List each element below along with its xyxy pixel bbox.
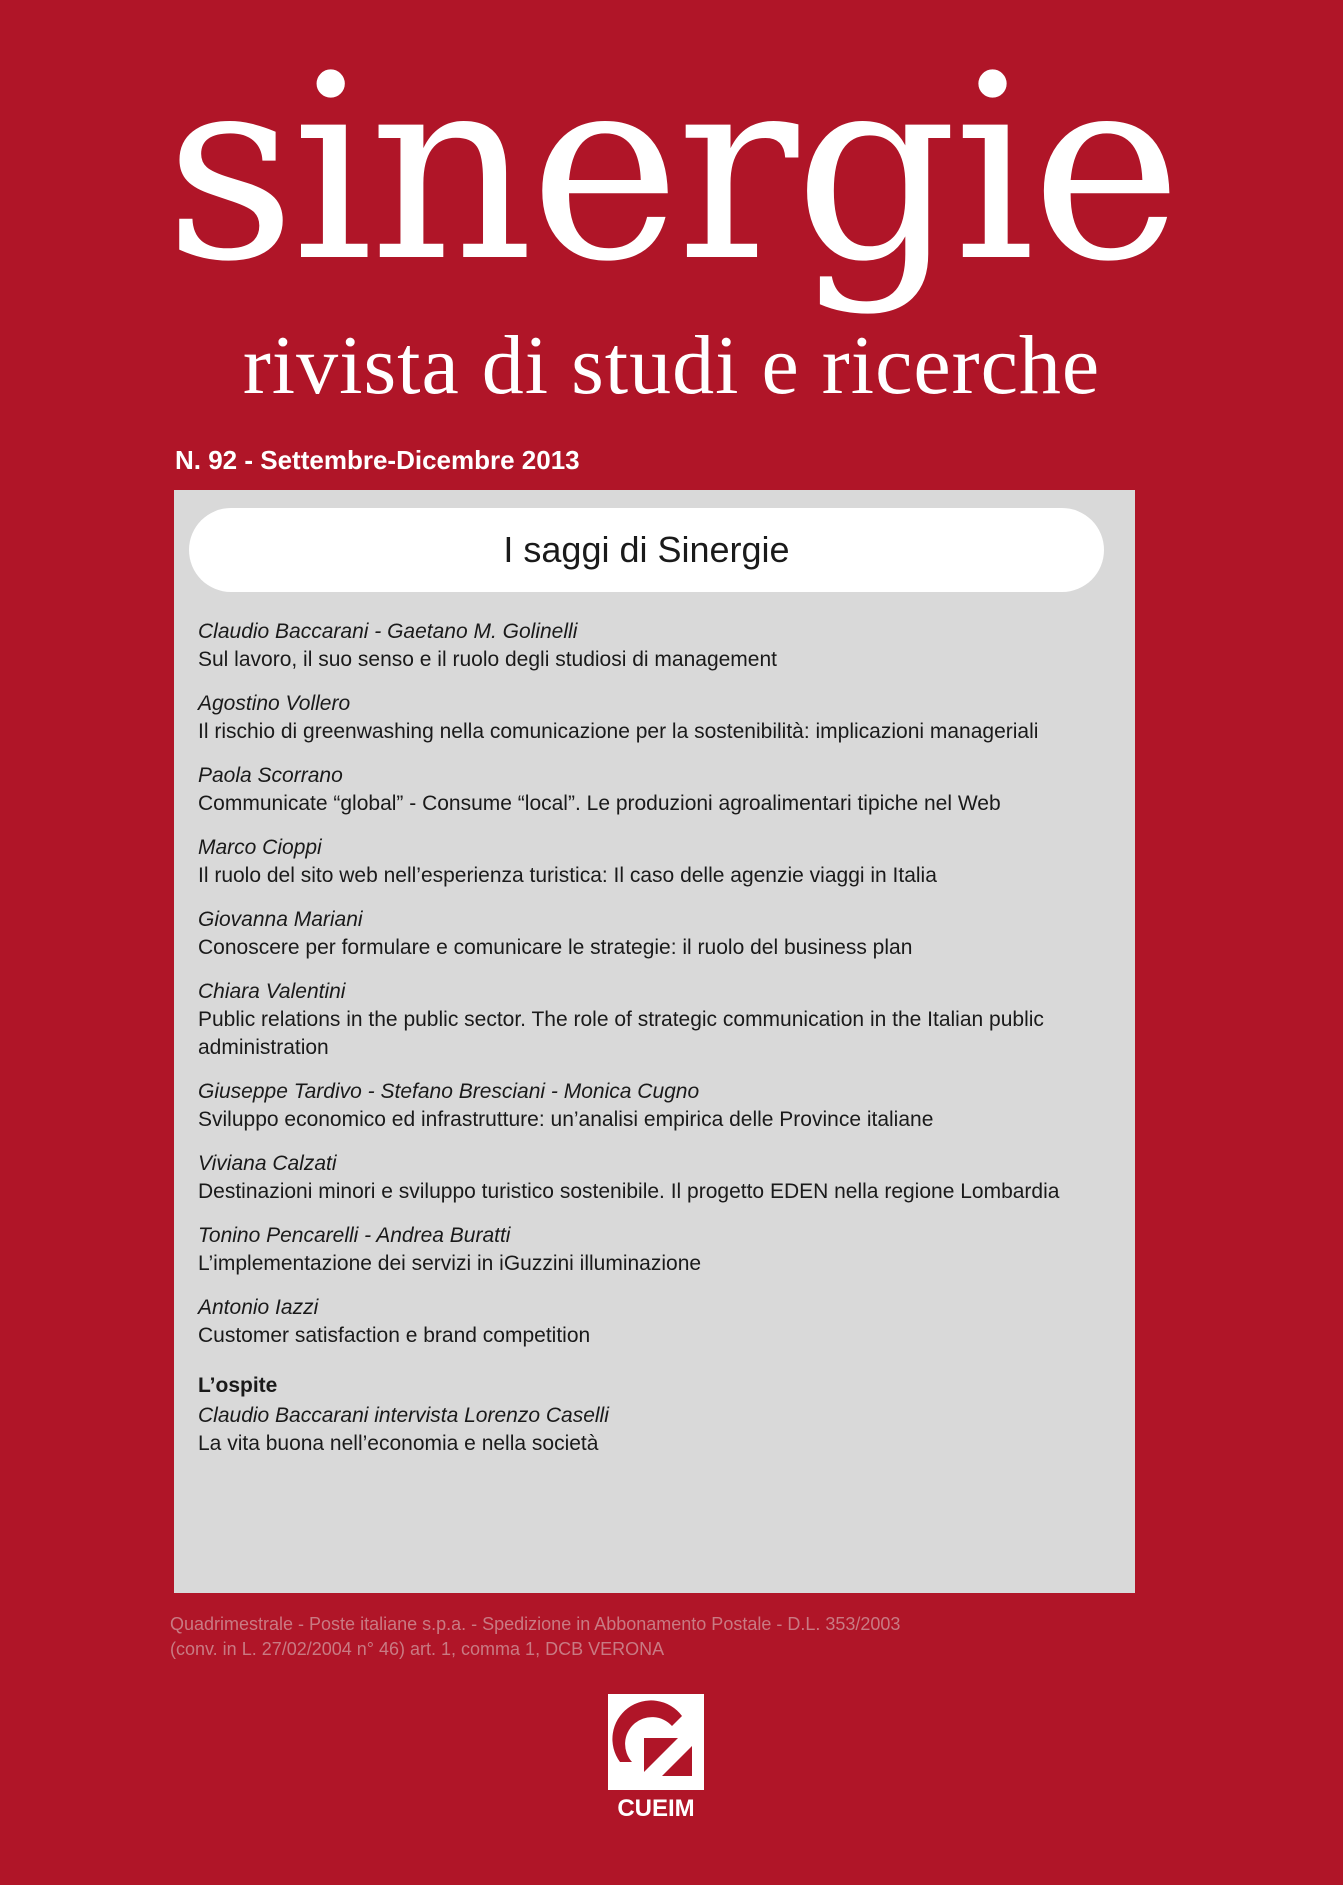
issue-info: N. 92 - Settembre-Dicembre 2013 <box>175 445 580 475</box>
article-item <box>198 906 1128 962</box>
postal-notice <box>170 1612 900 1662</box>
article-author: Agostino Vollero <box>198 692 351 715</box>
journal-title: sinergie <box>164 21 1179 318</box>
article-author: Antonio Iazzi <box>198 1296 319 1319</box>
article-item <box>198 1150 1128 1206</box>
article-title: Public relations in the public sector. The role of strategic communication in the Italian public administration <box>198 1008 1044 1059</box>
contents-panel <box>174 490 1135 1593</box>
article-title: Customer satisfaction e brand competition <box>198 1324 591 1347</box>
article-title: Sviluppo economico ed infrastrutture: un’analisi empirica delle Province italiane <box>198 1108 934 1131</box>
article-title: Communicate “global” - Consume “local”. Le produzioni agroalimentari tipiche nel Web <box>198 792 1001 815</box>
article-item <box>198 834 1128 890</box>
article-item <box>198 618 1128 674</box>
article-title: Sul lavoro, il suo senso e il ruolo degli studiosi di management <box>198 648 777 671</box>
article-item <box>198 762 1128 818</box>
guest-heading: L’ospite <box>198 1374 278 1397</box>
article-item <box>198 1078 1128 1134</box>
article-title: Conoscere per formulare e comunicare le strategie: il ruolo del business plan <box>198 936 913 959</box>
contents-heading: I saggi di Sinergie <box>189 508 1104 592</box>
article-author: Paola Scorrano <box>198 764 343 787</box>
article-author: Viviana Calzati <box>198 1152 337 1175</box>
guest-title: La vita buona nell’economia e nella società <box>198 1432 599 1455</box>
article-item <box>198 1294 1128 1350</box>
article-item <box>198 978 1128 1062</box>
article-author: Chiara Valentini <box>198 980 346 1003</box>
article-item <box>198 690 1128 746</box>
article-author: Tonino Pencarelli - Andrea Buratti <box>198 1224 511 1247</box>
journal-subtitle: rivista di studi e ricerche <box>242 319 1101 412</box>
publisher-name: CUEIM <box>617 1795 695 1822</box>
cueim-logo-icon <box>606 1692 706 1822</box>
article-author: Claudio Baccarani - Gaetano M. Golinelli <box>198 620 578 643</box>
postal-notice-line-1: Quadrimestrale - Poste italiane s.p.a. - Spedizione in Abbonamento Postale - D.L. 353/2003 <box>170 1614 901 1634</box>
article-title: L’implementazione dei servizi in iGuzzini illuminazione <box>198 1252 702 1275</box>
guest-section <box>198 1370 1128 1458</box>
article-item <box>198 1222 1128 1278</box>
article-title: Il ruolo del sito web nell’esperienza turistica: Il caso delle agenzie viaggi in Italia <box>198 864 937 887</box>
article-author: Marco Cioppi <box>198 836 322 859</box>
article-title: Il rischio di greenwashing nella comunicazione per la sostenibilità: implicazioni manageriali <box>198 720 1039 743</box>
guest-author: Claudio Baccarani intervista Lorenzo Caselli <box>198 1404 609 1427</box>
article-title: Destinazioni minori e sviluppo turistico sostenibile. Il progetto EDEN nella regione Lombardia <box>198 1180 1060 1203</box>
article-list <box>198 618 1128 1458</box>
article-author: Giuseppe Tardivo - Stefano Bresciani - Monica Cugno <box>198 1080 700 1103</box>
postal-notice-line-2: (conv. in L. 27/02/2004 n° 46) art. 1, comma 1, DCB VERONA <box>170 1639 665 1659</box>
article-author: Giovanna Mariani <box>198 908 363 931</box>
